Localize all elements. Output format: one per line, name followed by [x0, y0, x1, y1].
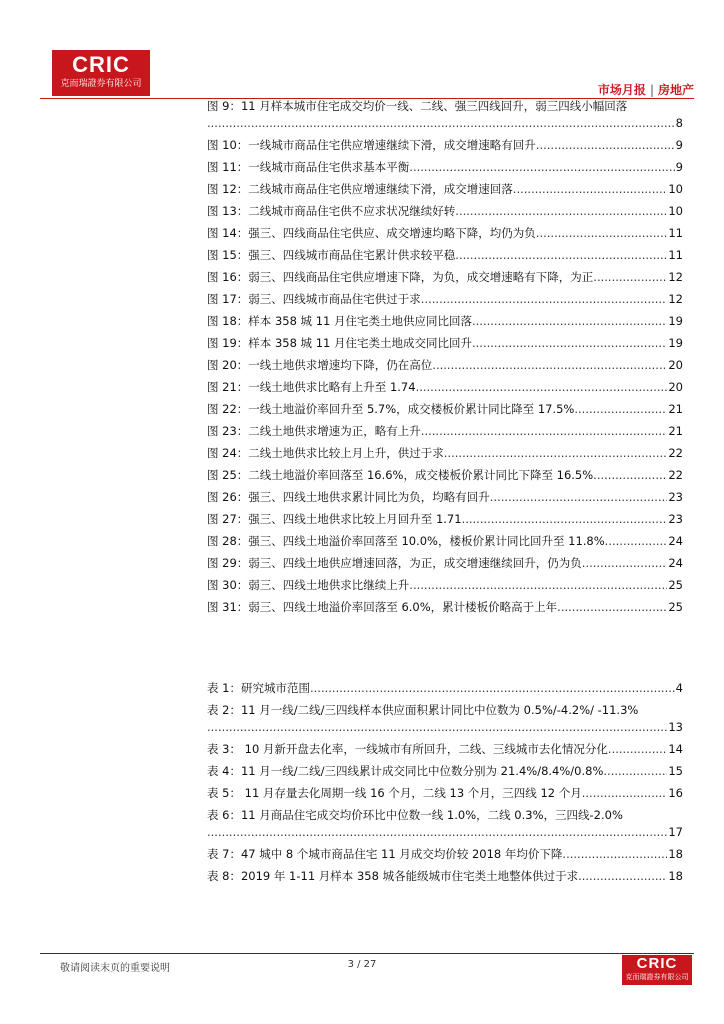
figure-toc-entry-label: 图 25：二线土地溢价率回落至 16.6%，成交楼板价累计同比下降至 16.5%: [207, 468, 594, 482]
figure-toc-entry[interactable]: [207, 159, 683, 175]
figure-toc-entry[interactable]: [207, 357, 683, 373]
leader-dots: [608, 741, 667, 757]
figure-toc-entry[interactable]: [207, 445, 683, 461]
figure-toc-entry-page: 19: [668, 336, 683, 350]
table-toc-entry-label: 表 1：研究城市范围: [207, 681, 310, 695]
leader-dots: [605, 533, 668, 549]
leader-dots: [462, 511, 668, 527]
figure-toc-entry[interactable]: [207, 467, 683, 483]
figure-toc-entry-page: 24: [668, 534, 683, 548]
figure-toc-entry[interactable]: [207, 225, 683, 241]
figure-toc-entry-page: 22: [668, 468, 683, 482]
figure-toc-entry-label: 图 16：弱三、四线商品住宅供应增速下降，为负，成交增速略有下降，为正: [207, 270, 594, 284]
figure-toc-entry[interactable]: [207, 291, 683, 307]
figure-toc-entry-title[interactable]: [207, 98, 683, 114]
figure-toc-entry[interactable]: [207, 577, 683, 593]
table-toc-entry-page: 17: [668, 825, 683, 839]
leader-dots: [432, 357, 667, 373]
table-toc-entry-page: 4: [675, 681, 683, 695]
table-toc-entry-label: 表 2：11 月一线/二线/三四线样本供应面积累计同比中位数为 0.5%/-4.2%/ -11.3%: [207, 703, 639, 717]
figure-toc-entry-page: 12: [668, 270, 683, 284]
figure-toc-entry[interactable]: [207, 511, 683, 527]
figure-toc-entry-page: 25: [668, 600, 683, 614]
figure-toc-entry-page: 10: [668, 204, 683, 218]
leader-dots: [207, 824, 667, 840]
figure-toc-entry-page: 11: [668, 226, 683, 240]
table-toc-entry-page: 13: [668, 720, 683, 734]
figure-toc-entry-label: 图 12：二线城市商品住宅供应增速继续下滑，成交增速回落: [207, 182, 513, 196]
figure-toc-entry-label: 图 27：强三、四线土地供求比较上月回升至 1.71: [207, 512, 462, 526]
figure-toc-entry[interactable]: [207, 313, 683, 329]
table-toc-entry-title[interactable]: [207, 702, 683, 718]
figure-toc-entry-page: 9: [675, 160, 683, 174]
table-toc-entry-label: 表 6：11 月商品住宅成交均价环比中位数一线 1.0%，二线 0.3%，三四线-2.0%: [207, 808, 623, 822]
table-toc-entry-label: 表 4：11 月一线/二线/三四线累计成交同比中位数分别为 21.4%/8.4%/0.8%: [207, 764, 604, 778]
figure-toc-entry-label: 图 29：弱三、四线土地供应增速回落，为正，成交增速继续回升，仍为负: [207, 556, 582, 570]
figure-toc-entry-page: 24: [668, 556, 683, 570]
table-toc-entry-page: 14: [668, 742, 683, 756]
leader-dots: [421, 423, 668, 439]
figure-toc-entry[interactable]: [207, 533, 683, 549]
figure-toc-entry-page: 12: [668, 292, 683, 306]
table-toc-entry[interactable]: [207, 785, 683, 801]
leader-dots: [603, 763, 667, 779]
leader-dots: [513, 181, 668, 197]
figure-toc-entry-label: 图 20：一线土地供求增速均下降，仍在高位: [207, 358, 433, 372]
table-toc-entry-label: 表 5： 11 月存量去化周期一线 16 个月，二线 13 个月，三四线 12 个月: [207, 786, 582, 800]
table-toc-entry-page: 18: [668, 869, 683, 883]
figure-toc-entry[interactable]: [207, 247, 683, 263]
header-separator: |: [649, 83, 654, 97]
figure-toc-entry[interactable]: [207, 599, 683, 615]
figure-toc-entry-page: 20: [668, 380, 683, 394]
leader-dots: [578, 868, 667, 884]
leader-dots: [421, 291, 668, 307]
footer-divider: [40, 953, 694, 954]
leader-dots: [207, 719, 667, 735]
figure-toc-entry[interactable]: [207, 203, 683, 219]
figure-toc-entry-page: 8: [675, 116, 683, 130]
figure-toc-entry-label: 图 14：强三、四线商品住宅供应、成交增速均略下降，均仍为负: [207, 226, 536, 240]
figure-toc-entry[interactable]: [207, 335, 683, 351]
leader-dots: [490, 489, 668, 505]
table-toc-entry[interactable]: [207, 846, 683, 862]
logo-subtitle: 克而瑞證券有限公司: [60, 79, 142, 89]
report-sector: 房地产: [657, 83, 694, 97]
table-toc-entry-title[interactable]: [207, 807, 683, 823]
figure-toc-entry-label: 图 9：11 月样本城市住宅成交均价一线、二线、强三四线回升，弱三四线小幅回落: [207, 99, 628, 113]
figure-toc-entry-label: 图 23：二线土地供求增速为正，略有上升: [207, 424, 421, 438]
figure-toc-entry-page: 20: [668, 358, 683, 372]
figure-toc-entry-page: 9: [675, 138, 683, 152]
leader-dots: [455, 247, 667, 263]
footer-logo-text: CRIC: [636, 955, 678, 972]
figure-toc-entry-label: 图 10：一线城市商品住宅供应增速继续下滑，成交增速略有回升: [207, 138, 536, 152]
leader-dots: [416, 379, 668, 395]
figure-toc-entry[interactable]: [207, 115, 683, 131]
figure-toc-entry-label: 图 19：样本 358 城 11 月住宅类土地成交同比回升: [207, 336, 472, 350]
figure-toc-entry-page: 11: [668, 248, 683, 262]
figure-toc-entry-page: 21: [668, 424, 683, 438]
figure-toc-entry-label: 图 24：二线土地供求比较上月上升，供过于求: [207, 446, 444, 460]
table-toc-entry-page: 18: [668, 847, 683, 861]
leader-dots: [207, 115, 675, 131]
table-toc-entry-label: 表 7：47 城中 8 个城市商品住宅 11 月成交均价较 2018 年均价下降: [207, 847, 563, 861]
figure-toc-entry[interactable]: [207, 489, 683, 505]
figure-toc-entry[interactable]: [207, 269, 683, 285]
leader-dots: [444, 445, 668, 461]
table-toc-entry-label: 表 3： 10 月新开盘去化率，一线城市有所回升，二线、三线城市去化情况分化: [207, 742, 608, 756]
figure-toc-entry[interactable]: [207, 181, 683, 197]
leader-dots: [593, 269, 667, 285]
leader-dots: [409, 577, 667, 593]
figure-toc-entry-page: 22: [668, 446, 683, 460]
figure-toc-entry-label: 图 11：一线城市商品住宅供求基本平衡: [207, 160, 410, 174]
footer-logo-subtitle: 克而瑞證券有限公司: [625, 973, 689, 981]
figure-toc-entry[interactable]: [207, 401, 683, 417]
figure-toc-entry[interactable]: [207, 379, 683, 395]
figure-toc-entry-label: 图 28：强三、四线土地溢价率回落至 10.0%，楼板价累计同比回升至 11.8%: [207, 534, 605, 548]
figure-toc-entry-page: 21: [668, 402, 683, 416]
leader-dots: [557, 599, 667, 615]
table-toc-entry-page: 16: [668, 786, 683, 800]
leader-dots: [582, 785, 668, 801]
figure-toc-entry-page: 23: [668, 512, 683, 526]
table-toc-entry[interactable]: [207, 719, 683, 735]
table-toc-entry[interactable]: [207, 763, 683, 779]
table-toc-entry[interactable]: [207, 741, 683, 757]
figure-toc-entry-label: 图 13：二线城市商品住宅供不应求状况继续好转: [207, 204, 456, 218]
table-toc-entry[interactable]: [207, 680, 683, 696]
figure-toc-entry-label: 图 30：弱三、四线土地供求比继续上升: [207, 578, 410, 592]
leader-dots: [536, 225, 668, 241]
figure-toc-entry-label: 图 26：强三、四线土地供求累计同比为负，均略有回升: [207, 490, 490, 504]
leader-dots: [472, 313, 667, 329]
leader-dots: [562, 846, 667, 862]
leader-dots: [409, 159, 674, 175]
leader-dots: [574, 401, 667, 417]
figure-toc-entry-page: 10: [668, 182, 683, 196]
figure-toc-entry-page: 25: [668, 578, 683, 592]
table-toc-entry-page: 15: [668, 764, 683, 778]
report-type: 市场月报: [597, 83, 646, 97]
logo-text: CRIC: [72, 52, 130, 77]
footer-note: 敬请阅读末页的重要说明: [60, 963, 170, 974]
figure-toc-entry[interactable]: [207, 423, 683, 439]
leader-dots: [472, 335, 667, 351]
figure-toc-entry-label: 图 18：样本 358 城 11 月住宅类土地供应同比回落: [207, 314, 472, 328]
cric-logo-footer: [622, 955, 692, 985]
leader-dots: [536, 137, 675, 153]
figure-toc-entry[interactable]: [207, 555, 683, 571]
figure-toc-entry[interactable]: [207, 137, 683, 153]
figure-toc-entry-label: 图 22：一线土地溢价率回升至 5.7%，成交楼板价累计同比降至 17.5%: [207, 402, 575, 416]
table-toc-entry[interactable]: [207, 824, 683, 840]
report-header: [598, 81, 694, 98]
figure-toc-entry-page: 19: [668, 314, 683, 328]
figure-toc-entry-label: 图 15：强三、四线城市商品住宅累计供求较平稳: [207, 248, 456, 262]
figure-toc-entry-label: 图 31：弱三、四线土地溢价率回落至 6.0%，累计楼板价略高于上年: [207, 600, 558, 614]
page-number: 3 / 27: [347, 959, 377, 970]
leader-dots: [593, 467, 667, 483]
figure-toc-entry-label: 图 21：一线土地供求比略有上升至 1.74: [207, 380, 416, 394]
table-toc-entry-label: 表 8：2019 年 1-11 月样本 358 城各能级城市住宅类土地整体供过于求: [207, 869, 579, 883]
cric-logo-header: [52, 50, 150, 96]
table-toc-entry[interactable]: [207, 868, 683, 884]
figure-toc-entry-page: 23: [668, 490, 683, 504]
leader-dots: [455, 203, 667, 219]
leader-dots: [310, 680, 675, 696]
leader-dots: [582, 555, 668, 571]
figure-toc-entry-label: 图 17：弱三、四线城市商品住宅供过于求: [207, 292, 421, 306]
